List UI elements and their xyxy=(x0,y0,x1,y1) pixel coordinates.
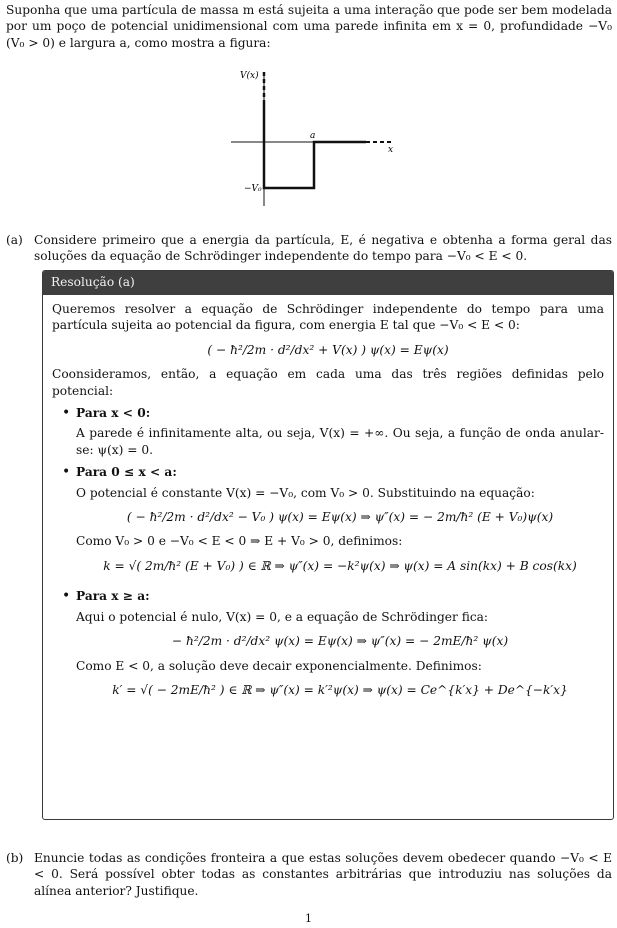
depth-label: −V₀ xyxy=(244,184,262,194)
region-3-text-2: Como E < 0, a solução deve decair exponencialmente. Definimos: xyxy=(76,658,482,673)
question-a-label: (a) xyxy=(6,233,23,247)
a-label: a xyxy=(310,131,316,141)
region-1-text: A parede é infinitamente alta, ou seja, V(x) = +∞. Ou seja, a função de onda anular-se: ψ(x) = 0. xyxy=(76,426,604,457)
bullet-icon: • xyxy=(62,464,71,481)
solution-paragraph-1: Queremos resolver a equação de Schrödinger independente do tempo para uma partícula sujeita ao potencial da figura, com energia E tal que −V₀ < E < 0: xyxy=(52,302,604,333)
schrodinger-equation: ( − ħ²/2m · d²/dx² + V(x) ) ψ(x) = Eψ(x) xyxy=(207,342,449,357)
question-b xyxy=(6,850,612,899)
question-b-label: (b) xyxy=(6,851,24,865)
x-axis-label: x xyxy=(388,145,394,155)
region-1-item xyxy=(52,405,604,458)
region-1-heading: Para x < 0: xyxy=(76,406,151,421)
bullet-icon: • xyxy=(62,588,71,605)
solution-title: Resolução (a) xyxy=(43,271,613,295)
solution-box xyxy=(42,270,614,820)
region-2-equation-2: k = √( 2m/ħ² (E + V₀) ) ∈ ℝ ⇒ ψ″(x) = −k²ψ(x) ⇒ ψ(x) = A sin(kx) + B cos(kx) xyxy=(103,558,577,573)
region-3-equation-1: − ħ²/2m · d²/dx² ψ(x) = Eψ(x) ⇒ ψ″(x) = − 2mE/ħ² ψ(x) xyxy=(171,634,509,649)
potential-curve xyxy=(264,104,366,188)
solution-body xyxy=(43,295,613,706)
region-3-text: Aqui o potencial é nulo, V(x) = 0, e a equação de Schrödinger fica: xyxy=(76,609,489,624)
bullet-icon: • xyxy=(62,405,71,422)
question-a-text: Considere primeiro que a energia da partícula, E, é negativa e obtenha a forma geral das soluções da equação de Schrödinger independente do tempo para −V₀ < E < 0. xyxy=(34,233,612,264)
region-3-item xyxy=(52,588,604,706)
region-3-equation-2: k′ = √( − 2mE/ħ² ) ∈ ℝ ⇒ ψ″(x) = k′²ψ(x) ⇒ ψ(x) = Ce^{k′x} + De^{−k′x} xyxy=(112,682,568,697)
region-2-text-2: Como V₀ > 0 e −V₀ < E < 0 ⇒ E + V₀ > 0, definimos: xyxy=(76,534,403,549)
question-a xyxy=(6,232,612,265)
region-2-text: O potencial é constante V(x) = −V₀, com V₀ > 0. Substituindo na equação: xyxy=(76,485,535,500)
page-number: 1 xyxy=(305,912,312,925)
region-2-equation-1: ( − ħ²/2m · d²/dx² − V₀ ) ψ(x) = Eψ(x) ⇒ ψ″(x) = − 2m/ħ² (E + V₀)ψ(x) xyxy=(126,510,554,525)
region-2-heading: Para 0 ≤ x < a: xyxy=(76,465,177,480)
y-axis-label: V(x) xyxy=(240,71,259,81)
solution-paragraph-2: Coonsideramos, então, a equação em cada uma das três regiões definidas pelo potencial: xyxy=(52,367,604,398)
region-2-item xyxy=(52,464,604,582)
question-b-text: Enuncie todas as condições fronteira a que estas soluções devem obedecer quando −V₀ < E < 0. Será possível obter todas as constantes arbitrárias que introduziu nas soluções da alínea anterior? Justifique. xyxy=(34,851,612,898)
region-3-heading: Para x ≥ a: xyxy=(76,589,150,604)
potential-well-figure xyxy=(226,66,406,211)
intro-paragraph: Suponha que uma partícula de massa m está sujeita a uma interação que pode ser bem modelada por um poço de potencial unidimensional com uma parede infinita em x = 0, profundidade −V₀ (V₀ > 0) e largura a, como mostra a figura: xyxy=(6,3,612,50)
